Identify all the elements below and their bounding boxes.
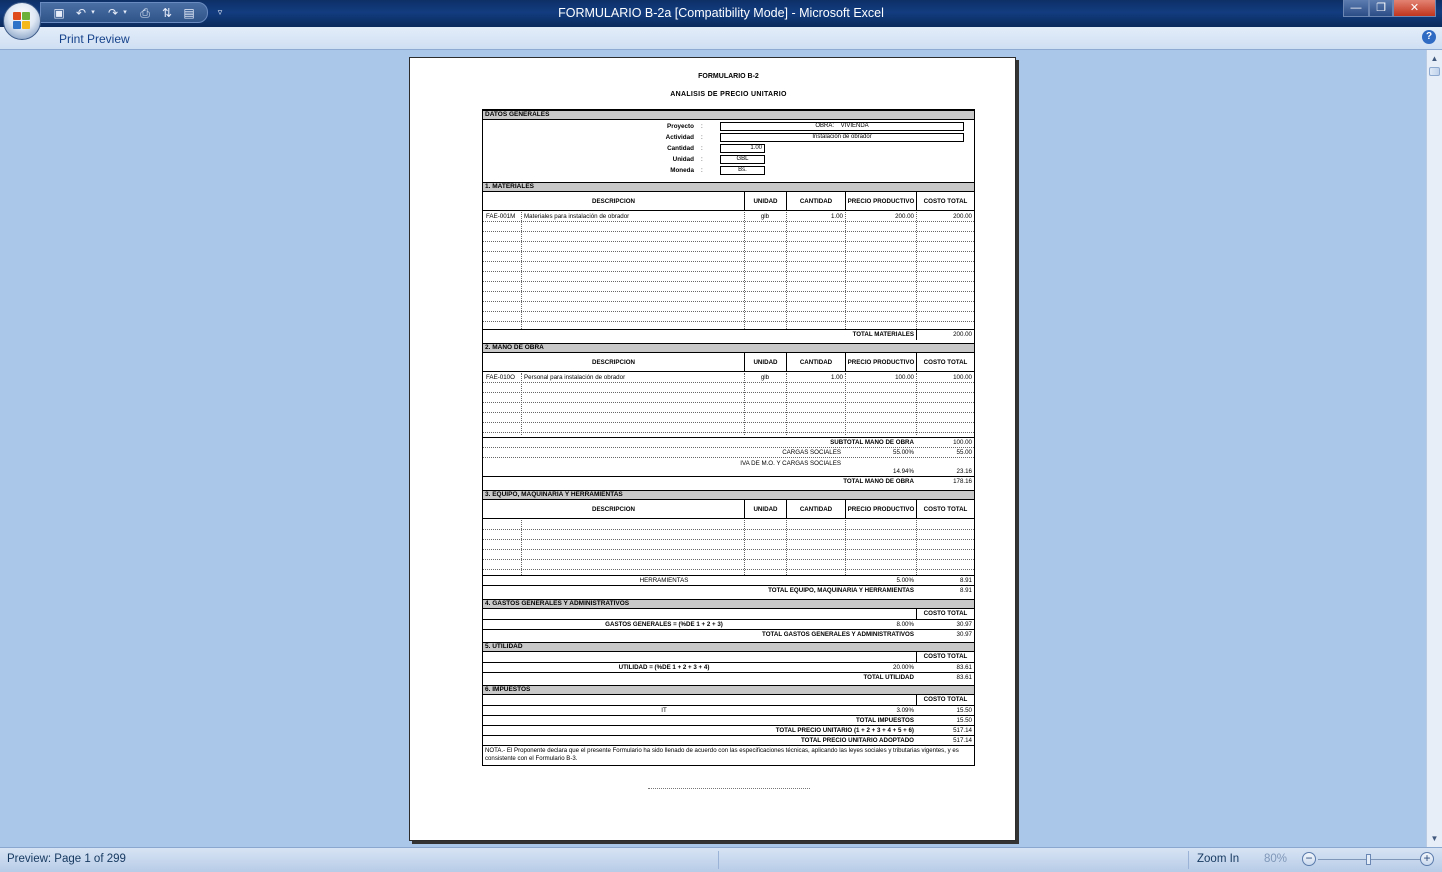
impuestos-value: 15.50 (956, 707, 972, 714)
total-gastos-label: TOTAL GASTOS GENERALES Y ADMINISTRATIVOS (762, 631, 914, 638)
column-divider (786, 373, 787, 435)
gastos-col-header (483, 609, 974, 619)
total-materiales-value: 200.00 (916, 330, 972, 340)
table-row (483, 262, 974, 272)
label-actividad: Actividad (665, 134, 694, 141)
item-total: 100.00 (953, 374, 972, 381)
label-unidad: Unidad (672, 156, 694, 163)
subtotal-mano-obra-row (483, 437, 974, 447)
zoom-in-icon[interactable]: + (1420, 852, 1434, 866)
table-row (483, 222, 974, 232)
column-divider (845, 373, 846, 435)
close-button[interactable]: ✕ (1393, 0, 1436, 17)
impuestos-col-header (483, 695, 974, 705)
section-utilidad: 5. UTILIDAD (483, 642, 974, 652)
table-row (483, 232, 974, 242)
equipo-rows (483, 520, 974, 575)
total-mano-obra-row (483, 476, 974, 486)
table-row (483, 242, 974, 252)
precio-unitario-row (483, 725, 974, 735)
total-utilidad-row (483, 672, 974, 682)
vertical-scrollbar[interactable] (1426, 50, 1442, 847)
column-divider (786, 212, 787, 329)
total-impuestos-row (483, 715, 974, 725)
colon: : (701, 156, 703, 163)
precio-unitario-value: 517.14 (953, 727, 972, 734)
iva-row (483, 457, 974, 476)
precio-adoptado-row (483, 735, 974, 745)
col-precio: PRECIO PRODUCTIVO (845, 192, 916, 211)
signature-line (648, 788, 810, 789)
iva-value: 23.16 (956, 468, 972, 475)
form-subtitle: ANALISIS DE PRECIO UNITARIO (670, 91, 787, 98)
table-row (483, 312, 974, 322)
table-row (483, 423, 974, 433)
herramientas-pct: 5.00% (896, 577, 914, 584)
item-qty: 1.00 (830, 213, 843, 220)
table-row (483, 282, 974, 292)
table-row (483, 292, 974, 302)
form-title: FORMULARIO B-2 (698, 73, 759, 80)
precio-adoptado-value: 517.14 (953, 737, 972, 744)
column-divider (845, 520, 846, 575)
obra-label: OBRA: (815, 123, 834, 129)
col-cantidad: CANTIDAD (786, 192, 845, 211)
section-materiales: 1. MATERIALES (483, 182, 974, 192)
col-descripcion: DESCRIPCION (592, 505, 635, 513)
table-row (483, 413, 974, 423)
impuestos-row (483, 705, 974, 715)
item-price: 100.00 (895, 374, 914, 381)
scroll-up-icon[interactable]: ▲ (1430, 54, 1439, 63)
colon: : (701, 145, 703, 152)
total-utilidad-label: TOTAL UTILIDAD (863, 674, 914, 681)
status-text: Preview: Page 1 of 299 (7, 853, 126, 865)
col-descripcion: DESCRIPCION (592, 197, 635, 205)
mano-obra-rows (483, 373, 974, 435)
colon: : (701, 134, 703, 141)
col-precio: PRECIO PRODUCTIVO (845, 500, 916, 519)
col-costo: COSTO TOTAL (916, 353, 974, 372)
gastos-value: 30.97 (956, 621, 972, 628)
materiales-rows (483, 212, 974, 329)
label-cantidad: Cantidad (667, 145, 694, 152)
section-gastos: 4. GASTOS GENERALES Y ADMINISTRATIVOS (483, 599, 974, 609)
col-cantidad: CANTIDAD (786, 353, 845, 372)
table-row (483, 272, 974, 282)
section-impuestos: 6. IMPUESTOS (483, 685, 974, 695)
redo-icon[interactable]: ↷ (107, 6, 119, 20)
table-row (483, 252, 974, 262)
herramientas-row (483, 575, 974, 585)
unidad-field: GBL (720, 155, 765, 164)
total-mano-obra-label: TOTAL MANO DE OBRA (843, 478, 914, 485)
herramientas-value: 8.91 (959, 577, 972, 584)
table-row (483, 550, 974, 560)
utilidad-pct: 20.00% (893, 664, 914, 671)
iva-pct: 14.94% (893, 468, 914, 475)
cantidad-field: 1.00 (720, 144, 765, 153)
column-divider (744, 520, 745, 575)
cargas-value: 55.00 (956, 449, 972, 456)
col-costo: COSTO TOTAL (916, 652, 974, 662)
total-mano-obra-value: 178.16 (953, 478, 972, 485)
table-row (483, 373, 974, 383)
column-divider (744, 373, 745, 435)
table-row (483, 383, 974, 393)
quick-access-toolbar (40, 2, 208, 23)
table-row (483, 520, 974, 530)
table-row (483, 403, 974, 413)
total-materiales-row (483, 329, 974, 339)
label-moneda: Moneda (670, 167, 694, 174)
customize-toolbar-icon[interactable]: ▿ (217, 7, 223, 17)
total-impuestos-value: 15.50 (956, 717, 972, 724)
col-costo: COSTO TOTAL (916, 192, 974, 211)
total-materiales-label: TOTAL MATERIALES (852, 331, 914, 338)
scroll-down-icon[interactable]: ▼ (1430, 834, 1439, 843)
section-equipo: 3. EQUIPO, MAQUINARIA Y HERRAMIENTAS (483, 490, 974, 500)
section-datos-generales: DATOS GENERALES (483, 110, 974, 120)
herramientas-label: HERRAMIENTAS (639, 577, 689, 584)
total-gastos-row (483, 629, 974, 639)
column-divider (521, 212, 522, 329)
total-equipo-row (483, 585, 974, 595)
actividad-field: Instalación de obrador (720, 133, 964, 142)
status-divider (1188, 851, 1189, 869)
col-costo: COSTO TOTAL (916, 500, 974, 519)
print-preview-icon[interactable]: ⎙ (140, 6, 150, 20)
total-gastos-value: 30.97 (956, 631, 972, 638)
item-desc: Materiales para instalación de obrador (524, 213, 630, 220)
zoom-out-icon[interactable]: − (1302, 852, 1316, 866)
table-row (483, 302, 974, 312)
utilidad-col-header (483, 652, 974, 662)
column-divider (786, 520, 787, 575)
cargas-pct: 55.00% (893, 449, 914, 456)
column-divider (916, 212, 917, 329)
undo-dropdown-icon[interactable]: ▾ (91, 9, 95, 16)
moneda-field: Bs. (720, 166, 765, 175)
item-price: 200.00 (895, 213, 914, 220)
col-costo: COSTO TOTAL (916, 609, 974, 619)
item-qty: 1.00 (830, 374, 843, 381)
table-row (483, 212, 974, 222)
total-impuestos-label: TOTAL IMPUESTOS (856, 717, 914, 724)
subtotal-mano-obra-value: 100.00 (953, 439, 972, 446)
cargas-label: CARGAS SOCIALES (782, 449, 841, 456)
colon: : (701, 167, 703, 174)
window-title: FORMULARIO B-2a [Compatibility Mode] - Microsoft Excel (558, 6, 884, 20)
table-row (483, 393, 974, 403)
col-unidad: UNIDAD (744, 500, 786, 519)
colon: : (701, 123, 703, 130)
total-equipo-label: TOTAL EQUIPO, MAQUINARIA Y HERRAMIENTAS (768, 587, 914, 594)
equipo-header (483, 500, 974, 519)
office-button[interactable] (3, 2, 41, 40)
proyecto-field (720, 122, 964, 131)
column-divider (521, 373, 522, 435)
label-proyecto: Proyecto (667, 123, 694, 130)
item-desc: Personal para instalación de obrador (524, 374, 626, 381)
mano-obra-header (483, 353, 974, 372)
obra-value: VIVIENDA (840, 123, 869, 129)
restore-button[interactable]: ❐ (1369, 0, 1393, 17)
column-divider (744, 212, 745, 329)
ribbon-bar (0, 27, 1442, 50)
minimize-button[interactable]: — (1343, 0, 1369, 17)
title-bar (0, 0, 1442, 27)
total-equipo-value: 8.91 (959, 587, 972, 594)
item-code: FAE-010O (486, 374, 515, 381)
col-costo: COSTO TOTAL (916, 695, 974, 705)
help-icon[interactable]: ? (1422, 30, 1436, 44)
zoom-in-label[interactable]: Zoom In (1197, 853, 1240, 865)
column-divider (845, 212, 846, 329)
col-unidad: UNIDAD (744, 353, 786, 372)
item-unit: glb (760, 213, 770, 220)
gastos-row (483, 619, 974, 629)
precio-unitario-label: TOTAL PRECIO UNITARIO (1 + 2 + 3 + 4 + 5 + 6) (775, 727, 914, 734)
item-unit: glb (760, 374, 770, 381)
gastos-pct: 8.00% (896, 621, 914, 628)
save-icon[interactable]: ▣ (53, 6, 65, 20)
table-row (483, 530, 974, 540)
item-code: FAE-001M (486, 213, 516, 220)
item-total: 200.00 (953, 213, 972, 220)
nota-text: NOTA.- El Proponente declara que el presente Formulario ha sido llenado de acuerdo con las especificaciones técnicas, aplicando las leyes sociales y tributarias vigentes, y es consistente con el Formulario B-3. (483, 745, 974, 765)
total-utilidad-value: 83.61 (956, 674, 972, 681)
materiales-header (483, 192, 974, 211)
table-row (483, 540, 974, 550)
col-cantidad: CANTIDAD (786, 500, 845, 519)
table-row (483, 560, 974, 570)
section-mano-obra: 2. MANO DE OBRA (483, 343, 974, 353)
impuestos-label: IT (661, 707, 667, 714)
subtotal-mano-obra-label: SUBTOTAL MANO DE OBRA (830, 439, 914, 446)
precio-adoptado-label: TOTAL PRECIO UNITARIO ADOPTADO (801, 737, 914, 744)
utilidad-label: UTILIDAD = (%DE 1 + 2 + 3 + 4) (618, 664, 710, 671)
col-descripcion: DESCRIPCION (592, 358, 635, 366)
utilidad-row (483, 662, 974, 672)
zoom-slider-thumb[interactable] (1366, 854, 1371, 865)
undo-icon[interactable]: ↶ (75, 6, 87, 20)
column-divider (521, 520, 522, 575)
redo-dropdown-icon[interactable]: ▾ (123, 9, 127, 16)
column-divider (916, 520, 917, 575)
gastos-label: GASTOS GENERALES = (%DE 1 + 2 + 3) (605, 621, 723, 628)
utilidad-value: 83.61 (956, 664, 972, 671)
iva-label: IVA DE M.O. Y CARGAS SOCIALES (740, 460, 841, 467)
office-logo-icon (13, 12, 31, 30)
tab-print-preview[interactable]: Print Preview (59, 32, 130, 46)
scroll-thumb[interactable] (1429, 67, 1440, 76)
col-unidad: UNIDAD (744, 192, 786, 211)
zoom-level[interactable]: 80% (1264, 853, 1288, 865)
print-icon[interactable]: ▤ (183, 6, 195, 20)
column-divider (916, 373, 917, 435)
form-table (482, 109, 975, 766)
col-precio: PRECIO PRODUCTIVO (845, 353, 916, 372)
impuestos-pct: 3.09% (896, 707, 914, 714)
status-bar (0, 847, 1442, 872)
cargas-sociales-row (483, 447, 974, 457)
print-page (409, 57, 1016, 841)
status-divider (718, 851, 719, 869)
sort-icon[interactable]: ⇅ (161, 6, 173, 20)
